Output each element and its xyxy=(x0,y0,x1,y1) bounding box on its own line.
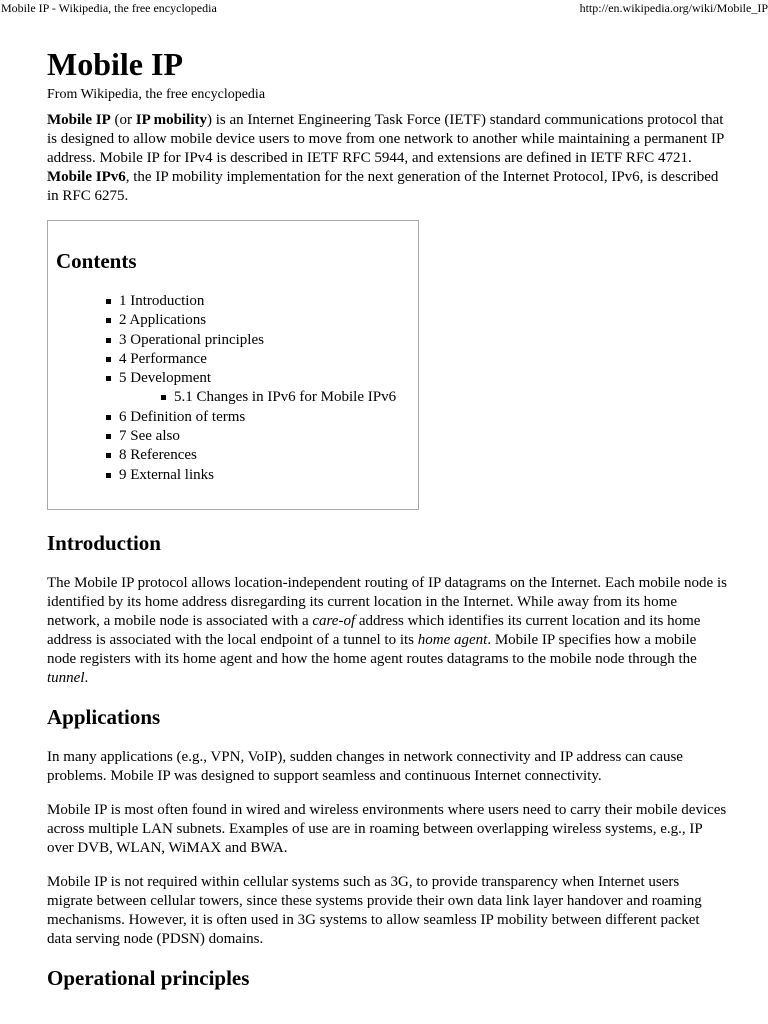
lead-bold-term: Mobile IP xyxy=(47,112,111,128)
toc-item-development[interactable] xyxy=(106,369,418,388)
bullet-icon xyxy=(106,453,111,458)
toc-item-applications[interactable] xyxy=(106,311,418,330)
toc-item-see-also[interactable] xyxy=(106,427,418,446)
toc-item-label: 9 External links xyxy=(119,466,214,483)
lead-bold-term: Mobile IPv6 xyxy=(47,169,126,185)
applications-paragraph: In many applications (e.g., VPN, VoIP), sudden changes in network connectivity and IP address can cause problems. Mobile IP was designed to support seamless and continuous Internet connectivity. xyxy=(47,749,683,784)
toc-item-references[interactable] xyxy=(106,446,418,465)
lead-text: (or xyxy=(110,112,136,128)
italic-term: home agent xyxy=(417,632,488,648)
bullet-icon xyxy=(106,376,111,381)
toc-item-label: 8 References xyxy=(119,447,197,464)
toc-item-introduction[interactable] xyxy=(106,292,418,311)
lead-paragraph xyxy=(47,111,727,206)
toc-sublist xyxy=(106,388,418,407)
bullet-icon xyxy=(106,473,111,478)
toc-item-label: 5.1 Changes in IPv6 for Mobile IPv6 xyxy=(174,389,397,406)
applications-paragraph: Mobile IP is not required within cellular systems such as 3G, to provide transparency when Internet users migrate between cellular towers, since these systems provide their own data link layer handover and roaming mechanisms. However, it is often used in 3G systems to allow seamless IP mobility between different packet data serving node (PDSN) domains. xyxy=(47,874,702,947)
toc-list xyxy=(56,292,418,485)
body-text: . xyxy=(84,670,89,686)
article-tagline: From Wikipedia, the free encyclopedia xyxy=(47,87,266,102)
body-text: . Mobile IP specifies how a mobile node registers with its home agent and how the home agent routes datagrams to the mobile node through the xyxy=(47,632,697,667)
lead-bold-term: IP mobility xyxy=(135,112,208,128)
bullet-icon xyxy=(161,395,166,400)
italic-term: tunnel xyxy=(47,670,85,686)
bullet-icon xyxy=(106,434,111,439)
toc-title: Contents xyxy=(56,249,137,273)
toc-item-label: 7 See also xyxy=(119,428,180,445)
section-heading-introduction: Introduction xyxy=(47,531,161,555)
toc-item-performance[interactable] xyxy=(106,350,418,369)
bullet-icon xyxy=(106,415,111,420)
introduction-paragraph xyxy=(47,574,727,688)
bullet-icon xyxy=(106,299,111,304)
print-header-page-title: Mobile IP - Wikipedia, the free encyclopedia xyxy=(1,1,217,15)
lead-text: , the IP mobility implementation for the next generation of the Internet Protocol, IPv6, is described in RFC 6275. xyxy=(47,169,719,204)
toc-item-definition-of-terms[interactable] xyxy=(106,408,418,427)
bullet-icon xyxy=(106,357,111,362)
body-text: address which identifies its current location and its home address is associated with the local endpoint of a tunnel to its xyxy=(47,613,701,648)
toc-item-label: 6 Definition of terms xyxy=(119,408,246,425)
table-of-contents xyxy=(47,220,419,510)
bullet-icon xyxy=(106,318,111,323)
toc-subitem-changes-in-ipv6[interactable] xyxy=(161,388,418,407)
section-heading-applications: Applications xyxy=(47,705,161,729)
toc-item-label: 4 Performance xyxy=(119,350,207,367)
toc-subitem-group xyxy=(106,388,418,407)
toc-item-label: 3 Operational principles xyxy=(119,331,264,348)
lead-text: ) is an Internet Engineering Task Force (IETF) standard communications protocol that is designed to allow mobile device users to move from one network to another while maintaining a permanent IP address. Mobile IP for IPv4 is described in IETF RFC 5944, and extensions are defined in IETF RFC 4721. xyxy=(47,112,724,166)
toc-item-operational-principles[interactable] xyxy=(106,331,418,350)
bullet-icon xyxy=(106,338,111,343)
toc-item-label: 5 Development xyxy=(119,370,212,387)
toc-item-label: 1 Introduction xyxy=(119,293,205,309)
toc-item-label: 2 Applications xyxy=(119,312,207,329)
page-title: Mobile IP xyxy=(47,46,183,82)
italic-term: care-of xyxy=(312,613,356,629)
print-header xyxy=(0,0,768,18)
section-heading-operational-principles: Operational principles xyxy=(47,966,250,990)
print-header-url: http://en.wikipedia.org/wiki/Mobile_IP xyxy=(579,1,768,15)
toc-item-external-links[interactable] xyxy=(106,466,418,485)
body-text: The Mobile IP protocol allows location-independent routing of IP datagrams on the Internet. Each mobile node is identified by its home address disregarding its current location in the Internet. While away from its home network, a mobile node is associated with a xyxy=(47,575,727,629)
applications-paragraph: Mobile IP is most often found in wired and wireless environments where users need to carry their mobile devices across multiple LAN subnets. Examples of use are in roaming between overlapping wireless systems, e.g., IP over DVB, WLAN, WiMAX and BWA. xyxy=(47,802,727,856)
article-content xyxy=(47,42,727,993)
